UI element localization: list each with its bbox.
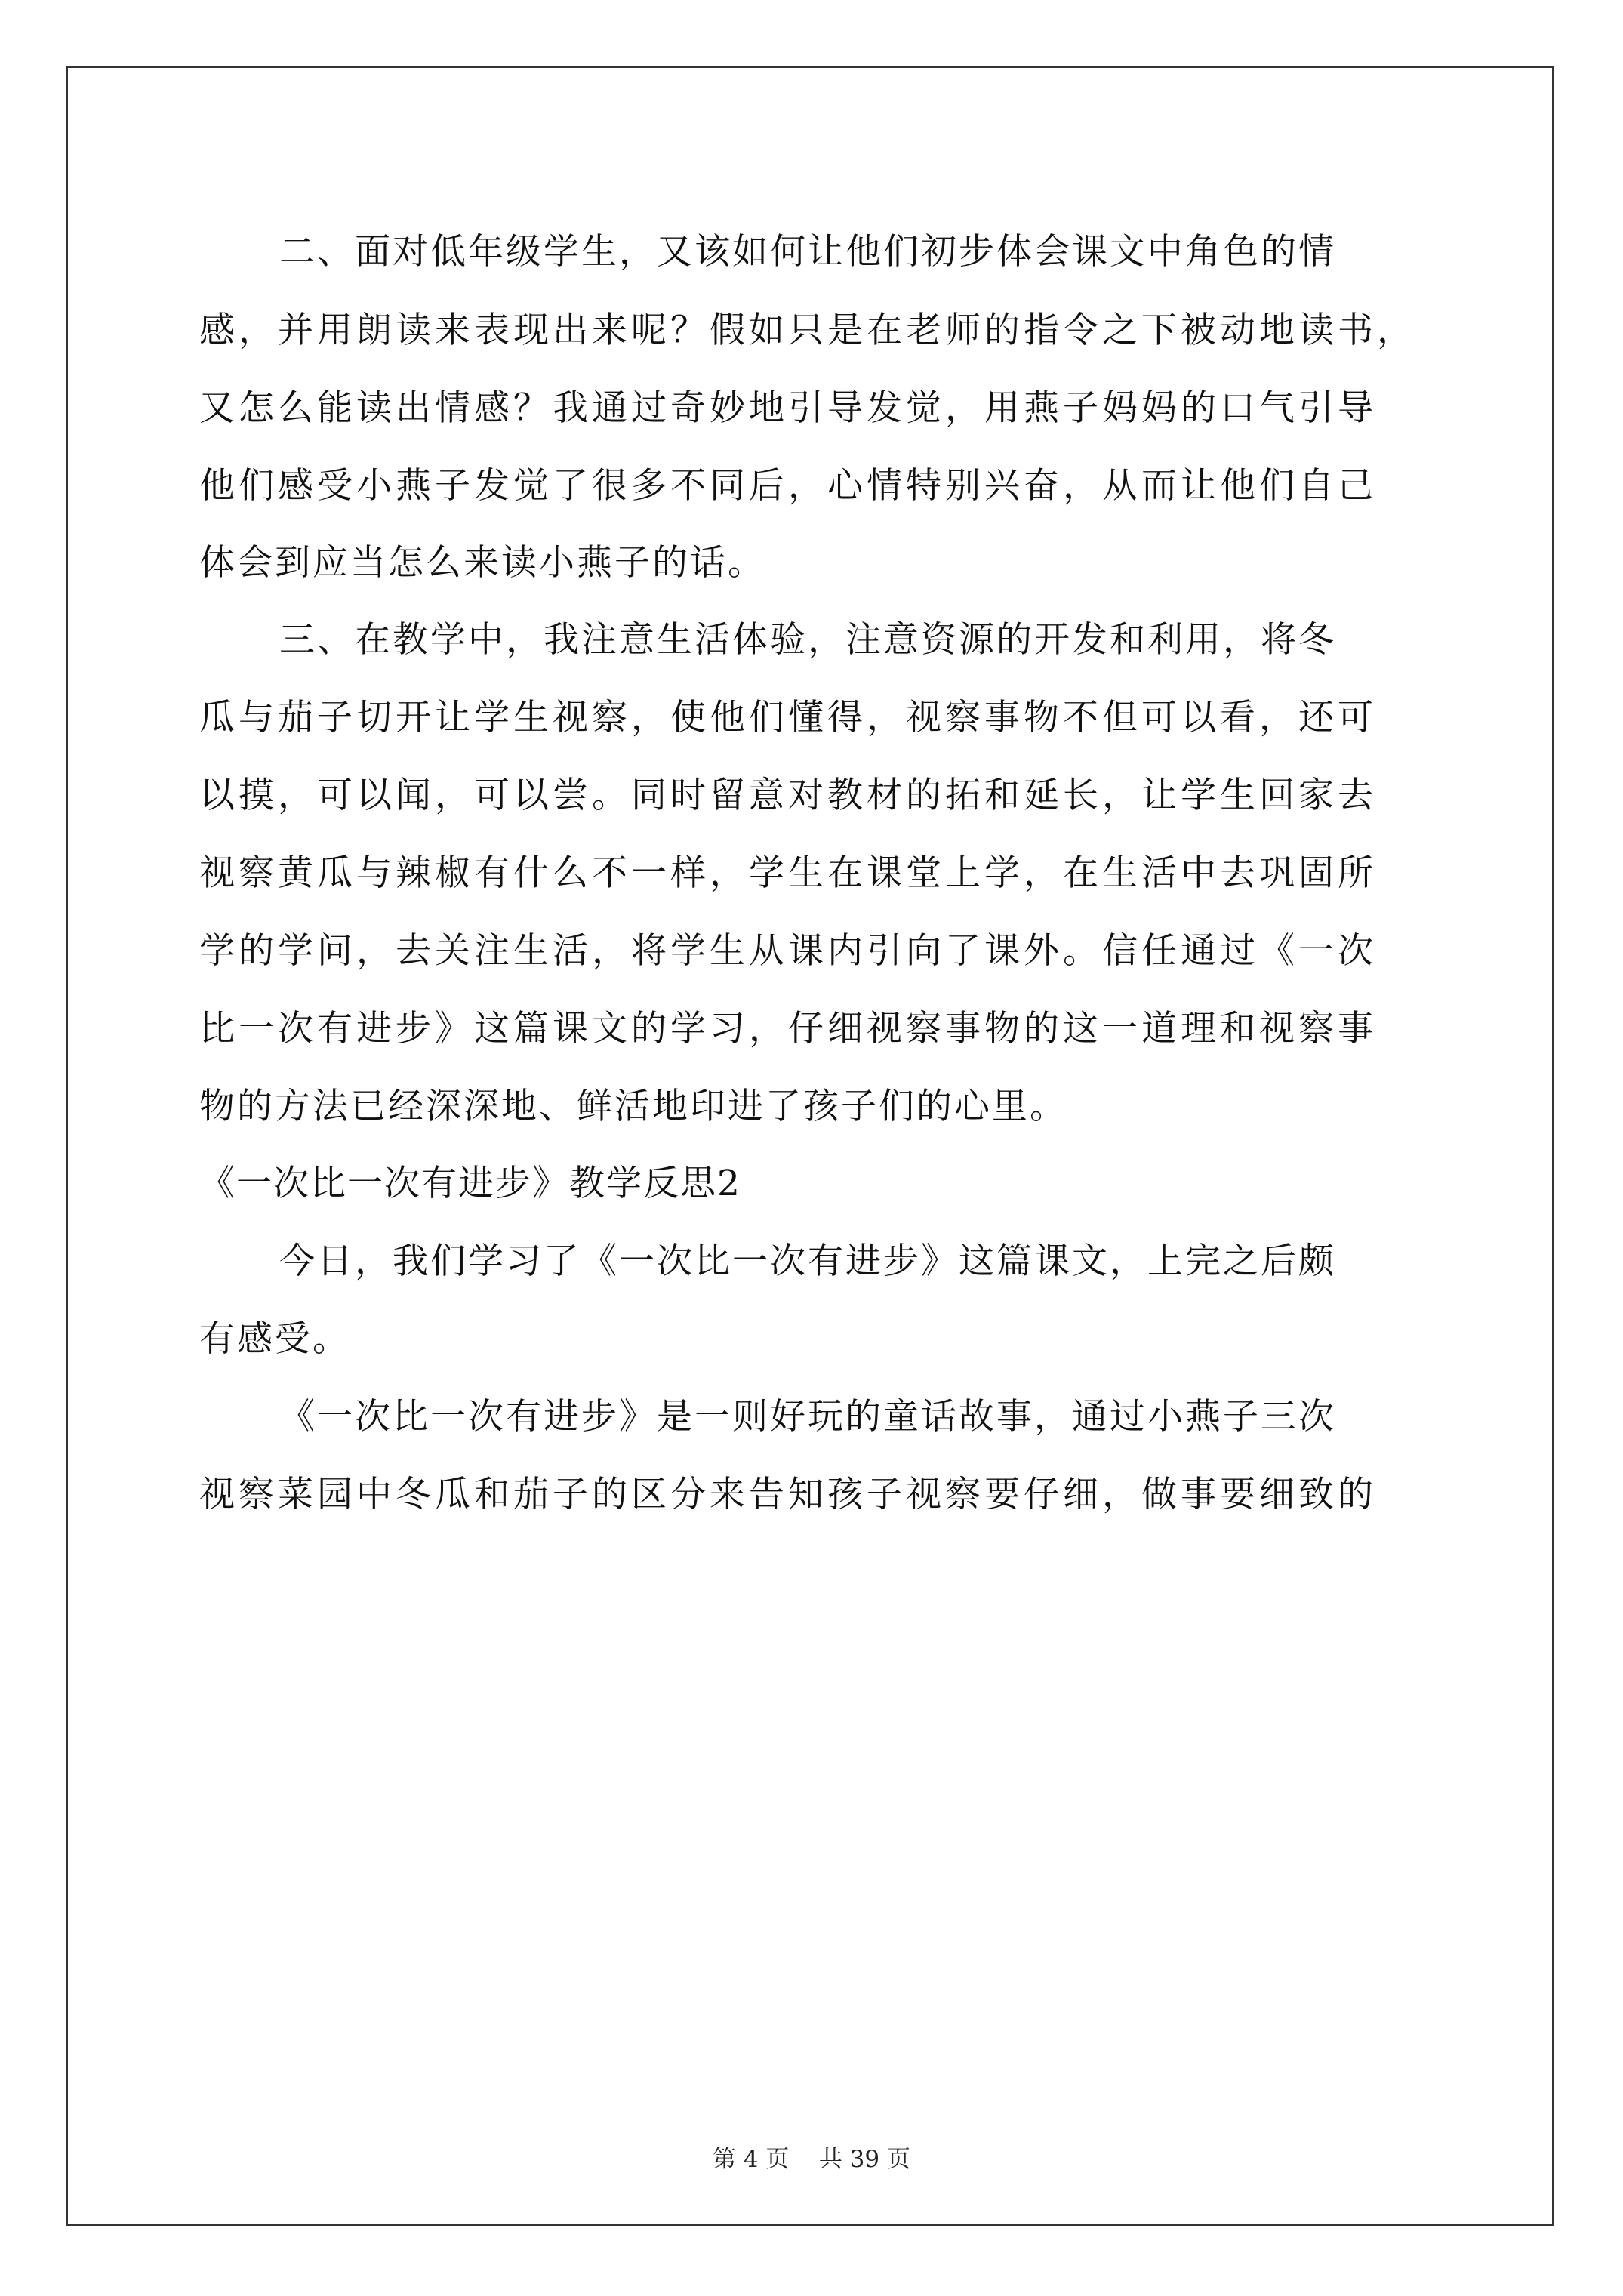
paragraph-3-line-6: 比一次有进步》这篇课文的学习，仔细视察事物的这一道理和视察事 (199, 1008, 1377, 1049)
paragraph-2-line-5: 体会到应当怎么来读小燕子的话。 (199, 542, 765, 584)
paragraph-2-line-4: 他们感受小燕子发觉了很多不同后，心情特别兴奋，从而让他们自己 (199, 465, 1377, 507)
paragraph-3-line-2: 瓜与茄子切开让学生视察，使他们懂得，视察事物不但可以看，还可 (199, 697, 1377, 738)
paragraph-3-line-7: 物的方法已经深深地、鲜活地印进了孩子们的心里。 (199, 1086, 1067, 1127)
page-footer: 第 4 页 共 39 页 (712, 2146, 910, 2173)
paragraph-3-line-3: 以摸，可以闻，可以尝。同时留意对教材的拓和延长，让学生回家去 (199, 775, 1377, 816)
paragraph-2-line-3: 又怎么能读出情感？我通过奇妙地引导发觉，用燕子妈妈的口气引导 (199, 387, 1377, 429)
paragraph-3-line-1: 三、在教学中，我注意生活体验，注意资源的开发和利用，将冬 (279, 619, 1336, 661)
paragraph-5-line-2: 视察菜园中冬瓜和茄子的区分来告知孩子视察要仔细，做事要细致的 (199, 1474, 1377, 1515)
paragraph-4-line-1: 今日，我们学习了《一次比一次有进步》这篇课文，上完之后颇 (279, 1240, 1336, 1282)
paragraph-2-line-2: 感，并用朗读来表现出来呢？假如只是在老师的指令之下被动地读书， (199, 310, 1416, 351)
paragraph-4-line-2: 有感受。 (199, 1318, 350, 1360)
paragraph-2-line-1: 二、面对低年级学生，又该如何让他们初步体会课文中角色的情 (279, 231, 1336, 273)
section-heading: 《一次比一次有进步》教学反思2 (199, 1163, 741, 1204)
paragraph-3-line-4: 视察黄瓜与辣椒有什么不一样，学生在课堂上学，在生活中去巩固所 (199, 852, 1377, 894)
paragraph-5-line-1: 《一次比一次有进步》是一则好玩的童话故事，通过小燕子三次 (279, 1396, 1336, 1438)
paragraph-3-line-5: 学的学问，去关注生活，将学生从课内引向了课外。信任通过《一次 (199, 930, 1377, 972)
